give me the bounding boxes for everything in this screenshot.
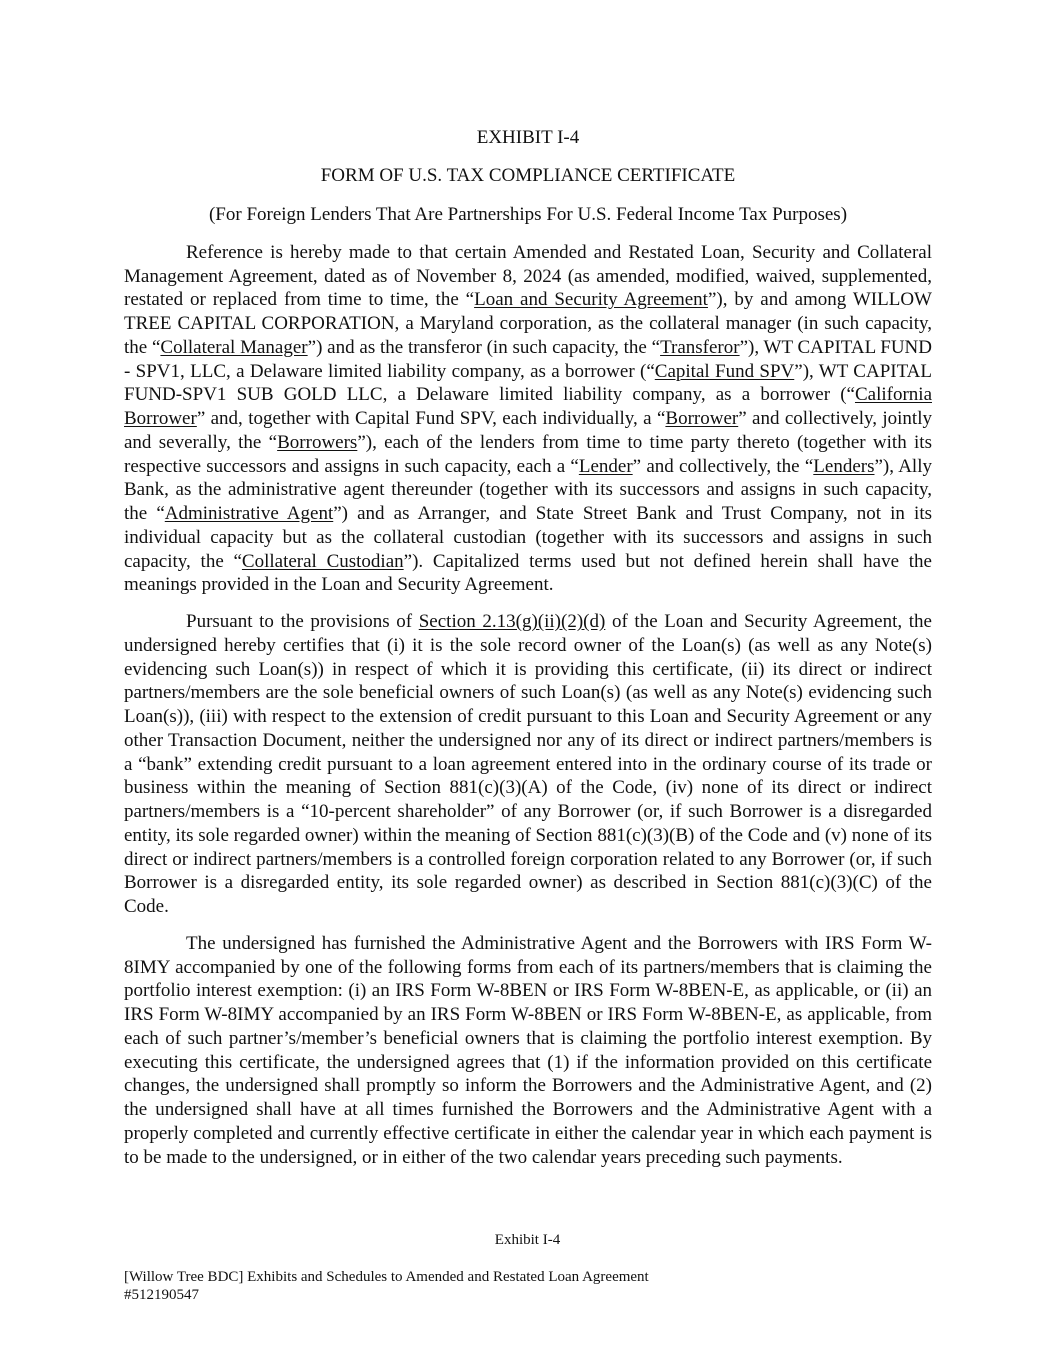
paragraph-text: of the Loan and Security Agreement, the undersigned hereby certifies that (i) it is the sole record owner of the Loan(s) (as well as any Note(s) evidencing such Loan(s)) in respect of which it is providing this certificate, (ii) its direct or indirect partners/members are the sole beneficial owners of such Loan(s) (as well as any Note(s) evidencing such Loan(s)), (iii) with respect to the extension of credit pursuant to this Loan and Security Agreement or any other Transaction Document, neither the undersigned nor any of its direct or indirect partners/members is a “bank” extending credit pursuant to a loan agreement entered into in the ordinary course of its trade or business within the meaning of Section 881(c)(3)(A) of the Code, (iv) none of its direct or indirect partners/members is a “10-percent shareholder” of any Borrower (or, if such Borrower is a disregarded entity, its sole regarded owner) within the meaning of Section 881(c)(3)(B) of the Code and (v) none of its direct or indirect partners/members is a controlled foreign corporation related to any Borrower (or, if such Borrower is a disregarded entity, its sole regarded owner) as described in Section 881(c)(3)(C) of the Code. [124, 611, 932, 917]
defined-term: Capital Fund SPV [654, 360, 795, 382]
defined-term: Collateral Custodian [241, 550, 404, 572]
paragraph-text: ”), by and among WILLOW TREE CAPITAL CORPORATION, a Maryland corporation, as the collateral manager (in such capacity, the “ [124, 289, 932, 358]
footer-doc-number: #512190547 [124, 1287, 199, 1303]
paragraph-text: ”). Capitalized terms used but not defined herein shall have the meanings provided in the Loan and Security Agreement. [124, 550, 932, 596]
document-footer [124, 1268, 649, 1304]
page-label: Exhibit I-4 [494, 1232, 561, 1248]
paragraph-text: ” and collectively, the “ [632, 455, 814, 477]
defined-term: Borrowers [277, 431, 358, 453]
paragraph-text: Pursuant to the provisions of [186, 611, 419, 632]
paragraph-text: ”), WT CAPITAL FUND - SPV1, LLC, a Delaware limited liability company, as a borrower (“ [124, 336, 933, 382]
footer-doc-title: [Willow Tree BDC] Exhibits and Schedules to Amended and Restated Loan Agreement [124, 1269, 649, 1285]
paragraph-text: ” and collectively, jointly and severally, the “ [124, 408, 932, 453]
paragraph-text: ” and, together with Capital Fund SPV, each individually, a “ [196, 408, 666, 429]
defined-term: Section 2.13(g)(ii)(2)(d) [418, 611, 606, 632]
defined-term: Transferor [660, 336, 740, 358]
document-subtitle: (For Foreign Lenders That Are Partnerships For U.S. Federal Income Tax Purposes) [208, 203, 848, 225]
exhibit-heading: EXHIBIT I-4 [476, 127, 580, 148]
paragraph-text: ”), WT CAPITAL FUND-SPV1 SUB GOLD LLC, a Delaware limited liability company, as a borrower (“ [124, 360, 933, 406]
paragraph-text: ”), Ally Bank, as the administrative agent thereunder (together with its successors and assigns in such capacity, the “ [124, 455, 932, 524]
defined-term: California Borrower [124, 384, 932, 429]
defined-term: Lenders [813, 455, 875, 477]
defined-term: Loan and Security Agreement [474, 289, 708, 311]
defined-term: Borrower [665, 408, 739, 429]
defined-term: Lender [578, 455, 633, 477]
defined-term: Collateral Manager [160, 336, 308, 358]
paragraph-reference [124, 241, 932, 597]
document-title: FORM OF U.S. TAX COMPLIANCE CERTIFICATE [320, 165, 736, 187]
defined-term: Administrative Agent [164, 503, 334, 524]
paragraph-certification [124, 610, 932, 919]
paragraph-forms-furnished [124, 932, 932, 1170]
document-page [124, 126, 932, 1182]
paragraph-text: ”), each of the lenders from time to time party thereto (together with its respective successors and assigns in such capacity, each a “ [124, 431, 932, 477]
paragraph-text: ”) and as the transferor (in such capacity, the “ [307, 336, 661, 358]
paragraph-text: The undersigned has furnished the Administrative Agent and the Borrowers with IRS Form W-8IMY accompanied by one of the following forms from each of its partners/members that is claiming the portfolio interest exemption: (i) an IRS Form W-8BEN or IRS Form W-8BEN-E, as applicable, or (ii) an IRS Form W-8IMY accompanied by an IRS Form W-8BEN or IRS Form W-8BEN-E, as applicable, from each of such partner’s/member’s beneficial owners that is claiming the portfolio interest exemption. By executing this certificate, the undersigned agrees that (1) if the information provided on this certificate changes, the undersigned shall promptly so inform the Borrowers and the Administrative Agent, and (2) the undersigned shall have at all times furnished the Borrowers and the Administrative Agent with a properly completed and currently effective certificate in either the calendar year in which each payment is to be made to the undersigned, or in either of the two calendar years preceding such payments. [124, 932, 932, 1168]
paragraph-text: ”) and as Arranger, and State Street Bank and Trust Company, not in its individual capacity but as the collateral custodian (together with its successors and assigns in such capacity, the “ [124, 503, 932, 572]
paragraph-text: Reference is hereby made to that certain Amended and Restated Loan, Security and Collateral Management Agreement, dated as of November 8, 2024 (as amended, modified, waived, supplemented, restated or replaced from time to time, the “ [124, 241, 932, 311]
